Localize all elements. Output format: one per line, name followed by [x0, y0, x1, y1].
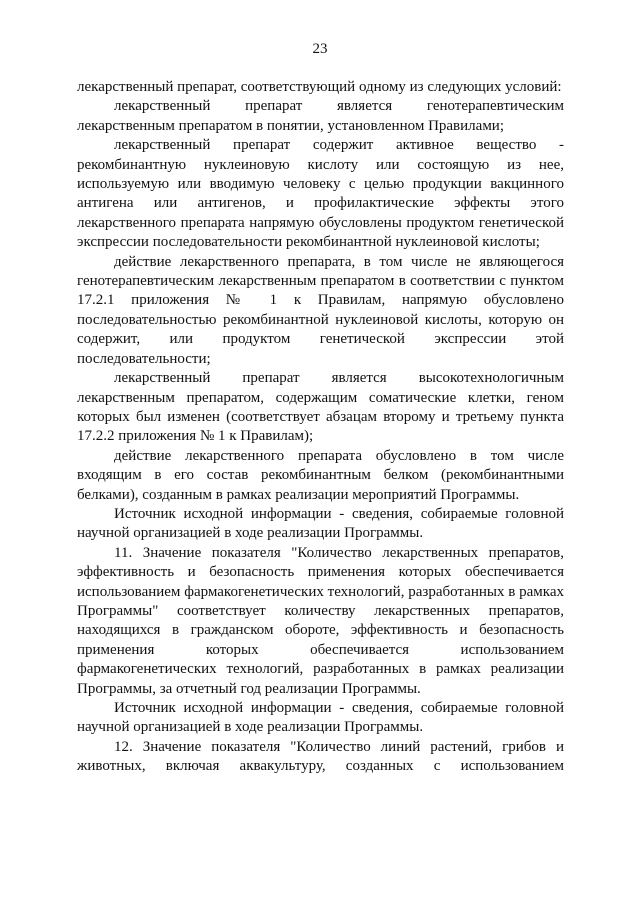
paragraph-recombinant-sequence-condition: действие лекарственного препарата, в том числе не являющегося генотерапевтическим лекарственным препаратом в соответствии с пунктом 17.2.1 приложения № 1 к Правилам, напрямую обусловлено последовательностью рекомбинантной нуклеиновой кислоты, которую он содержит, или продуктом генетической экспрессии этой последовательности; — [77, 253, 564, 367]
paragraph-recombinant-substance-condition: лекарственный препарат содержит активное вещество - рекомбинантную нуклеиновую кислоту или состоящую из нее, используемую или вводимую человеку с целью продукции вакцинного антигена или антигенов, и профилактические эффекты этого лекарственного препарата напрямую обусловлены продуктом генетической экспрессии последовательности рекомбинантной нуклеиновой кислоты; — [77, 137, 564, 251]
paragraph-gene-therapy-condition: лекарственный препарат является генотерапевтическим лекарственным препаратом в понятии, установленном Правилами; — [77, 98, 564, 134]
document-body — [77, 78, 564, 777]
paragraph-source-info-2: Источник исходной информации - сведения, собираемые головной научной организацией в ходе реализации Программы. — [77, 700, 564, 736]
page-number: 23 — [312, 41, 328, 57]
paragraph-somatic-cells-condition: лекарственный препарат является высокотехнологичным лекарственным препаратом, содержащим соматические клетки, геном которых был изменен (соответствует абзацам второму и третьему пункта 17.2.2 приложения № 1 к Правилам); — [77, 370, 564, 445]
paragraph-intro: лекарственный препарат, соответствующий одному из следующих условий: — [77, 79, 562, 95]
paragraph-source-info-1: Источник исходной информации - сведения, собираемые головной научной организацией в ходе реализации Программы. — [77, 505, 564, 542]
paragraph-indicator-11: 11. Значение показателя "Количество лекарственных препаратов, эффективность и безопасность применения которых обеспечивается использованием фармакогенетических технологий, разработанных в рамках Программы" соответствует количеству лекарственных препаратов, находящихся в гражданском обороте, эффективность и безопасность применения которых обеспечивается использованием фармакогенетических технологий, разработанных в рамках реализации Программы, за отчетный год реализации Программы. — [77, 544, 564, 697]
paragraph-recombinant-protein-condition: действие лекарственного препарата обусловлено в том числе входящим в его состав рекомбинантным белком (рекомбинантными белками), созданным в рамках реализации мероприятий Программы. — [77, 447, 564, 503]
paragraph-indicator-12: 12. Значение показателя "Количество линий растений, грибов и животных, включая аквакультуру, созданных с использованием — [77, 738, 564, 775]
